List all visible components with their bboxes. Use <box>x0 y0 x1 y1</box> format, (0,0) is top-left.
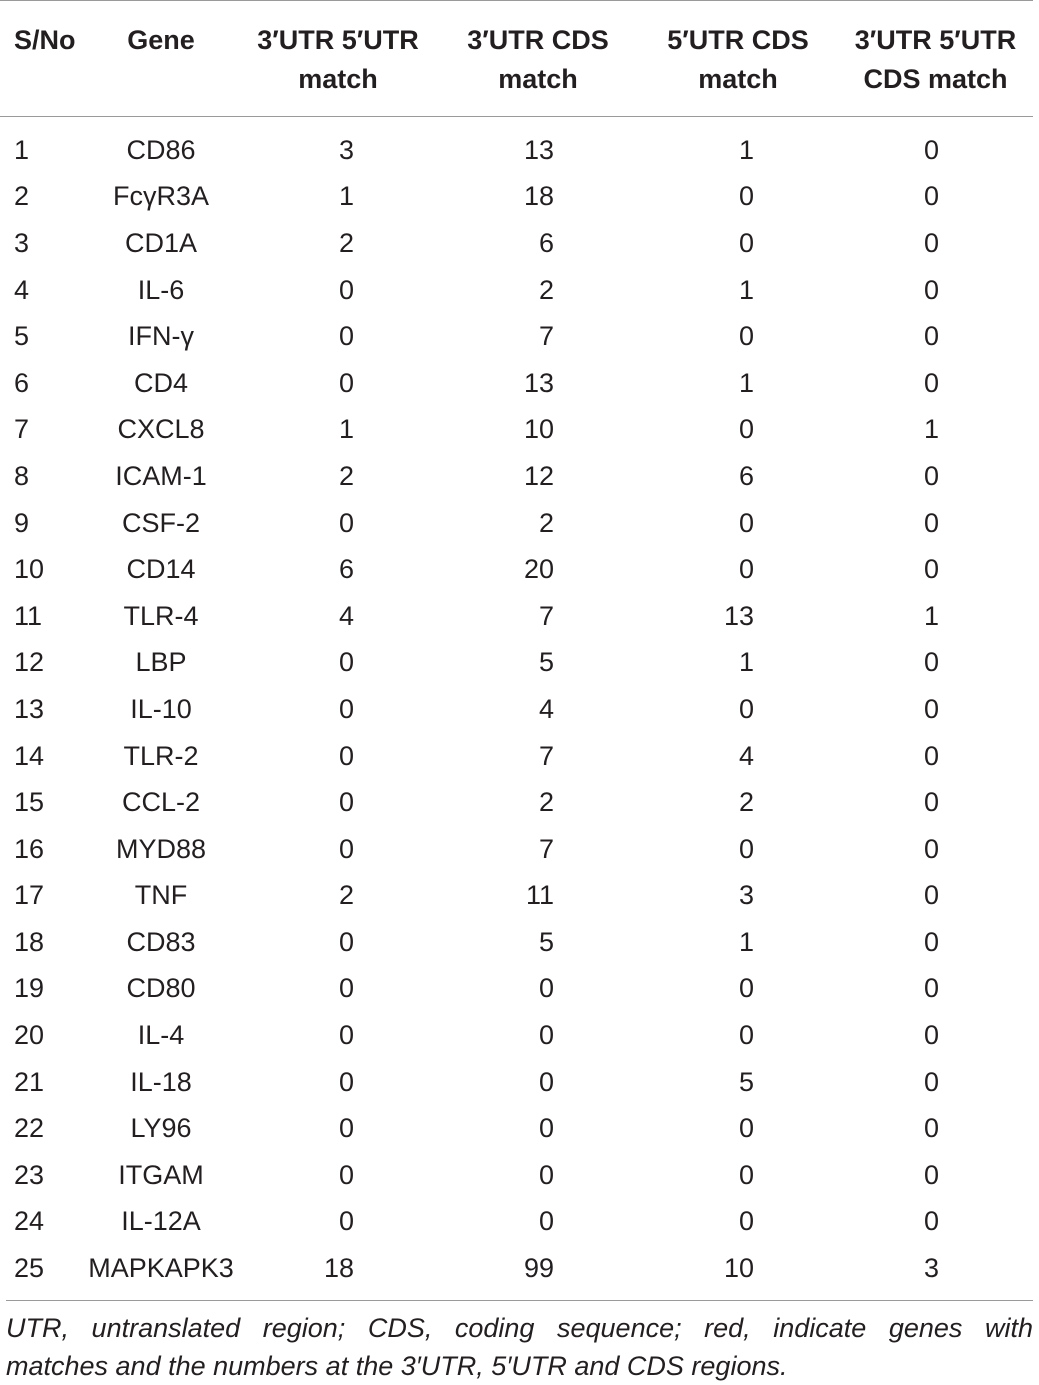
table-row <box>0 873 1033 920</box>
table-row <box>0 593 1033 640</box>
row-3utr-cds-match: 7 <box>538 833 554 864</box>
table-row <box>0 826 1033 873</box>
table-row <box>0 220 1033 267</box>
row-gene: TLR-2 <box>123 740 199 771</box>
row-3utr-cds-match: 5 <box>538 926 554 957</box>
table-row <box>0 919 1033 966</box>
row-3utr-cds-match: 12 <box>523 460 554 491</box>
row-3utr-5utr-cds-match: 0 <box>923 787 939 818</box>
row-gene: MYD88 <box>115 833 207 864</box>
header-3utr-5utr-cds-match: 3′UTR 5′UTR CDS match <box>854 25 1017 94</box>
row-5utr-cds-match: 0 <box>738 227 754 258</box>
table-row <box>0 733 1033 780</box>
footnote-line-1: UTR, untranslated region; CDS, coding sequence; red, indicate genes with <box>6 1313 1033 1343</box>
row-5utr-cds-match: 0 <box>738 833 754 864</box>
header-3utr-5utr-match: 3′UTR 5′UTR match <box>257 25 419 94</box>
row-3utr-5utr-cds-match: 0 <box>923 647 939 678</box>
row-5utr-cds-match: 1 <box>738 926 754 957</box>
row-3utr-5utr-cds-match: 0 <box>923 274 939 305</box>
row-3utr-5utr-match: 0 <box>338 647 354 678</box>
row-3utr-cds-match: 11 <box>525 880 554 911</box>
row-3utr-5utr-cds-match: 0 <box>923 554 939 585</box>
table-row <box>0 1245 1033 1306</box>
row-5utr-cds-match: 0 <box>738 1159 754 1190</box>
row-3utr-5utr-cds-match: 0 <box>923 507 939 538</box>
row-5utr-cds-match: 0 <box>738 554 754 585</box>
row-3utr-5utr-match: 0 <box>338 1206 354 1237</box>
row-sno: 15 <box>14 787 45 818</box>
table-row <box>0 313 1033 360</box>
row-gene: CD1A <box>124 227 198 258</box>
row-3utr-5utr-cds-match: 0 <box>923 1066 939 1097</box>
row-gene: CD80 <box>126 973 196 1004</box>
row-3utr-5utr-match: 0 <box>338 274 354 305</box>
row-5utr-cds-match: 0 <box>738 414 754 445</box>
row-3utr-5utr-match: 1 <box>338 414 354 445</box>
row-3utr-cds-match: 7 <box>538 600 554 631</box>
row-3utr-5utr-match: 2 <box>338 227 354 258</box>
row-5utr-cds-match: 1 <box>738 274 754 305</box>
row-gene: ICAM-1 <box>115 460 207 491</box>
row-5utr-cds-match: 5 <box>738 1066 754 1097</box>
row-3utr-cds-match: 6 <box>538 227 554 258</box>
header-3utr-cds-match: 3′UTR CDS match <box>467 25 609 94</box>
table-footnote <box>6 1300 1033 1385</box>
row-3utr-5utr-cds-match: 0 <box>923 181 939 212</box>
header-sno: S/No <box>14 25 76 55</box>
row-sno: 7 <box>14 414 30 445</box>
row-3utr-5utr-match: 0 <box>338 693 354 724</box>
row-sno: 3 <box>14 227 30 258</box>
row-sno: 20 <box>14 1020 45 1051</box>
row-5utr-cds-match: 13 <box>723 600 754 631</box>
row-3utr-cds-match: 4 <box>538 693 554 724</box>
row-3utr-5utr-match: 6 <box>338 554 354 585</box>
row-3utr-cds-match: 2 <box>538 787 554 818</box>
row-3utr-5utr-match: 0 <box>338 1020 354 1051</box>
row-3utr-5utr-cds-match: 0 <box>923 973 939 1004</box>
table-row <box>0 453 1033 500</box>
row-3utr-cds-match: 0 <box>538 1113 554 1144</box>
row-3utr-cds-match: 0 <box>538 1206 554 1237</box>
row-gene: MAPKAPK3 <box>88 1253 234 1284</box>
row-3utr-5utr-cds-match: 0 <box>923 880 939 911</box>
row-3utr-5utr-cds-match: 0 <box>923 1159 939 1190</box>
table-body <box>0 117 1033 1306</box>
row-gene: CD4 <box>133 367 188 398</box>
row-gene: FcγR3A <box>112 181 210 212</box>
row-sno: 19 <box>14 973 45 1004</box>
row-3utr-5utr-match: 2 <box>338 880 354 911</box>
row-3utr-5utr-cds-match: 1 <box>923 600 939 631</box>
footnote-line-2: matches and the numbers at the 3′UTR, 5′UTR and CDS regions. <box>6 1351 788 1381</box>
row-3utr-5utr-match: 0 <box>338 367 354 398</box>
row-3utr-cds-match: 18 <box>523 181 554 212</box>
row-gene: TLR-4 <box>123 600 199 631</box>
row-sno: 9 <box>14 507 30 538</box>
header-gene: Gene <box>127 25 195 55</box>
row-sno: 4 <box>14 274 30 305</box>
row-gene: CCL-2 <box>121 787 201 818</box>
row-5utr-cds-match: 0 <box>738 1206 754 1237</box>
row-sno: 13 <box>14 693 45 724</box>
row-5utr-cds-match: 2 <box>738 787 754 818</box>
row-5utr-cds-match: 0 <box>738 507 754 538</box>
row-5utr-cds-match: 0 <box>738 1020 754 1051</box>
row-3utr-5utr-match: 18 <box>323 1253 354 1284</box>
row-5utr-cds-match: 0 <box>738 321 754 352</box>
row-3utr-cds-match: 5 <box>538 647 554 678</box>
row-sno: 22 <box>14 1113 45 1144</box>
row-3utr-cds-match: 0 <box>538 1066 554 1097</box>
row-3utr-5utr-cds-match: 0 <box>923 833 939 864</box>
table-row <box>0 360 1033 407</box>
row-sno: 10 <box>14 554 45 585</box>
row-5utr-cds-match: 10 <box>723 1253 754 1284</box>
row-sno: 23 <box>14 1159 45 1190</box>
row-3utr-5utr-cds-match: 0 <box>923 367 939 398</box>
row-3utr-cds-match: 20 <box>523 554 554 585</box>
row-3utr-5utr-cds-match: 0 <box>923 321 939 352</box>
table-row <box>0 1105 1033 1152</box>
header-5utr-cds-match: 5′UTR CDS match <box>667 25 809 94</box>
row-5utr-cds-match: 1 <box>738 367 754 398</box>
row-sno: 18 <box>14 926 45 957</box>
row-3utr-5utr-cds-match: 0 <box>923 460 939 491</box>
row-3utr-5utr-match: 2 <box>338 460 354 491</box>
row-3utr-5utr-match: 0 <box>338 507 354 538</box>
row-5utr-cds-match: 4 <box>738 740 754 771</box>
row-sno: 2 <box>14 181 30 212</box>
table-row <box>0 117 1033 174</box>
header-row <box>0 1 1033 117</box>
table-row <box>0 500 1033 547</box>
row-3utr-cds-match: 0 <box>538 1020 554 1051</box>
row-5utr-cds-match: 0 <box>738 181 754 212</box>
row-3utr-5utr-match: 0 <box>338 973 354 1004</box>
table-row <box>0 1152 1033 1199</box>
row-3utr-5utr-cds-match: 0 <box>923 1206 939 1237</box>
row-gene: IL-12A <box>121 1206 201 1237</box>
row-gene: LY96 <box>130 1113 192 1144</box>
row-gene: CD14 <box>126 554 196 585</box>
table-row <box>0 546 1033 593</box>
row-gene: IL-18 <box>130 1066 192 1097</box>
row-3utr-5utr-match: 0 <box>338 926 354 957</box>
row-sno: 24 <box>14 1206 45 1237</box>
row-3utr-5utr-cds-match: 0 <box>923 227 939 258</box>
row-gene: CXCL8 <box>117 414 205 445</box>
row-gene: CSF-2 <box>121 507 200 538</box>
row-3utr-cds-match: 0 <box>538 1159 554 1190</box>
row-3utr-5utr-cds-match: 0 <box>923 926 939 957</box>
row-gene: IL-6 <box>137 274 185 305</box>
row-gene: ITGAM <box>118 1159 204 1190</box>
row-5utr-cds-match: 3 <box>738 880 754 911</box>
row-3utr-cds-match: 7 <box>538 740 554 771</box>
row-3utr-5utr-match: 0 <box>338 321 354 352</box>
row-3utr-5utr-cds-match: 0 <box>923 1113 939 1144</box>
row-gene: TNF <box>134 880 188 911</box>
row-gene: IFN-γ <box>128 321 194 352</box>
table-row <box>0 640 1033 687</box>
row-sno: 14 <box>14 740 45 771</box>
row-3utr-cds-match: 2 <box>538 507 554 538</box>
row-3utr-5utr-match: 0 <box>338 1113 354 1144</box>
table-row <box>0 686 1033 733</box>
row-3utr-cds-match: 2 <box>538 274 554 305</box>
row-3utr-5utr-cds-match: 0 <box>923 1020 939 1051</box>
row-sno: 21 <box>14 1066 45 1097</box>
row-3utr-cds-match: 13 <box>523 367 554 398</box>
row-sno: 12 <box>14 647 45 678</box>
table-header <box>0 1 1033 117</box>
row-gene: IL-10 <box>130 693 192 724</box>
row-3utr-5utr-cds-match: 0 <box>923 134 939 165</box>
row-3utr-5utr-cds-match: 3 <box>923 1253 939 1284</box>
row-5utr-cds-match: 0 <box>738 1113 754 1144</box>
row-3utr-5utr-match: 0 <box>338 787 354 818</box>
row-3utr-cds-match: 0 <box>538 973 554 1004</box>
row-3utr-cds-match: 13 <box>523 134 554 165</box>
row-sno: 1 <box>14 134 30 165</box>
row-3utr-5utr-cds-match: 1 <box>923 414 939 445</box>
row-sno: 8 <box>14 460 30 491</box>
row-sno: 5 <box>14 321 30 352</box>
row-3utr-5utr-match: 4 <box>338 600 354 631</box>
row-gene: CD83 <box>126 926 196 957</box>
row-3utr-cds-match: 10 <box>523 414 554 445</box>
row-sno: 25 <box>14 1253 45 1284</box>
row-sno: 6 <box>14 367 30 398</box>
row-gene: CD86 <box>126 134 196 165</box>
table-row <box>0 407 1033 454</box>
row-3utr-5utr-match: 3 <box>338 134 354 165</box>
table-row <box>0 174 1033 221</box>
row-3utr-5utr-match: 0 <box>338 1159 354 1190</box>
row-3utr-cds-match: 99 <box>523 1253 554 1284</box>
table-row <box>0 1199 1033 1246</box>
row-3utr-cds-match: 7 <box>538 321 554 352</box>
row-3utr-5utr-cds-match: 0 <box>923 740 939 771</box>
row-3utr-5utr-match: 0 <box>338 833 354 864</box>
row-5utr-cds-match: 0 <box>738 973 754 1004</box>
row-5utr-cds-match: 1 <box>738 134 754 165</box>
row-gene: LBP <box>135 647 187 678</box>
table-row <box>0 267 1033 314</box>
row-5utr-cds-match: 1 <box>738 647 754 678</box>
row-3utr-5utr-match: 0 <box>338 740 354 771</box>
table-row <box>0 1059 1033 1106</box>
table-row <box>0 779 1033 826</box>
row-3utr-5utr-cds-match: 0 <box>923 693 939 724</box>
row-sno: 16 <box>14 833 45 864</box>
row-sno: 11 <box>14 600 43 631</box>
row-5utr-cds-match: 0 <box>738 693 754 724</box>
table-row <box>0 966 1033 1013</box>
row-sno: 17 <box>14 880 45 911</box>
table-row <box>0 1012 1033 1059</box>
row-5utr-cds-match: 6 <box>738 460 754 491</box>
row-gene: IL-4 <box>137 1020 185 1051</box>
row-3utr-5utr-match: 0 <box>338 1066 354 1097</box>
row-3utr-5utr-match: 1 <box>338 181 354 212</box>
